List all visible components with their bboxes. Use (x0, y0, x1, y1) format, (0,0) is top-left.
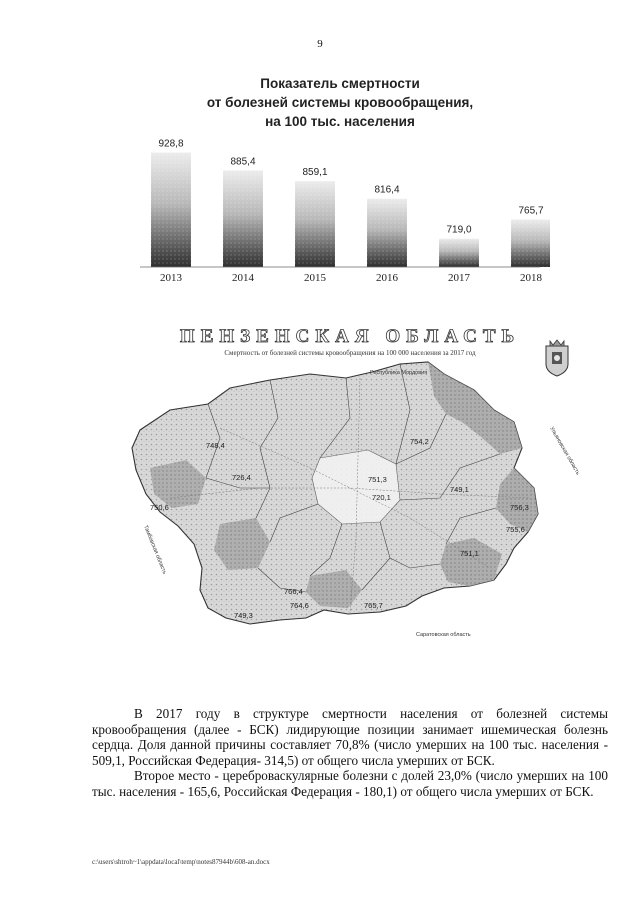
bar-value-label: 928,8 (158, 138, 184, 150)
region-map-graphic (110, 318, 590, 663)
neighbor-east: Ульяновская область (548, 426, 581, 477)
neighbor-west: Тамбовская область (142, 524, 168, 576)
chart-title-line-3: на 100 тыс. населения (265, 114, 415, 129)
map-value: 766,4 (284, 587, 303, 596)
bar-value-label: 859,1 (302, 167, 328, 179)
bar-texture-2017 (439, 239, 479, 267)
bar-texture-2014 (223, 170, 263, 267)
neighbor-south: Саратовская область (416, 632, 471, 638)
page-number: 9 (317, 38, 323, 50)
x-tick-label: 2016 (376, 272, 398, 284)
x-tick-label: 2014 (232, 272, 254, 284)
footer-file-path: c:\users\shtroh~1\appdata\local\temp\notes87944b\608-an.docx (92, 858, 270, 866)
x-tick-label: 2013 (160, 272, 182, 284)
map-value: 751,1 (460, 549, 479, 558)
map-value: 749,1 (450, 485, 469, 494)
coat-of-arms-icon (542, 338, 572, 378)
map-subtitle: Смертность от болезней системы кровообращения на 100 000 населения за 2017 год (224, 349, 476, 357)
map-value: 748,4 (206, 441, 225, 450)
x-tick-label: 2015 (304, 272, 326, 284)
neighbor-north: Республика Мордовия (370, 370, 428, 376)
bar-texture-2015 (295, 181, 335, 267)
chart-title-line-1: Показатель смертности (260, 76, 420, 91)
bar-value-label: 816,4 (374, 184, 400, 196)
paragraph-2: Второе место - цереброваскулярные болезни с долей 23,0% (число умерших на 100 тыс. населения - 165,6, Российская Федерация - 180,1) от общего числа умерших от БСК. (92, 768, 608, 799)
map-value: 726,4 (232, 473, 251, 482)
chart-title-line-2: от болезней системы кровообращения, (206, 95, 474, 110)
region-map (110, 318, 590, 663)
bar-texture-2013 (151, 153, 191, 267)
map-title: ПЕНЗЕНСКАЯ ОБЛАСТЬ (179, 326, 521, 347)
map-value: 750,6 (150, 503, 169, 512)
bar-texture-2016 (367, 199, 407, 267)
bar-value-label: 719,0 (446, 224, 472, 236)
map-value: 756,3 (510, 503, 529, 512)
map-value: 751,3 (368, 475, 387, 484)
map-value: 755,6 (506, 525, 525, 534)
map-value: 754,2 (410, 437, 429, 446)
bar-value-label: 885,4 (230, 156, 256, 168)
x-tick-label: 2018 (520, 272, 542, 284)
map-value: 749,3 (234, 611, 253, 620)
map-value: 720,1 (372, 493, 391, 502)
chart-title (140, 74, 540, 131)
paragraph-1: В 2017 году в структуре смертности населения от болезней системы кровообращения (далее - БСК) лидирующие позиции занимает ишемическая болезнь сердца. Доля данной причины составляет 70,8% (число умерших на 100 тыс. населения - 509,1, Российская Федерация- 314,5) от общего числа умерших от БСК. (92, 706, 608, 768)
bar-value-label: 765,7 (518, 205, 544, 217)
mortality-bar-chart (130, 130, 550, 290)
body-text (92, 706, 608, 800)
x-tick-label: 2017 (448, 272, 470, 284)
map-value: 764,6 (290, 601, 309, 610)
map-value: 765,7 (364, 601, 383, 610)
bar-texture-2018 (511, 220, 550, 267)
